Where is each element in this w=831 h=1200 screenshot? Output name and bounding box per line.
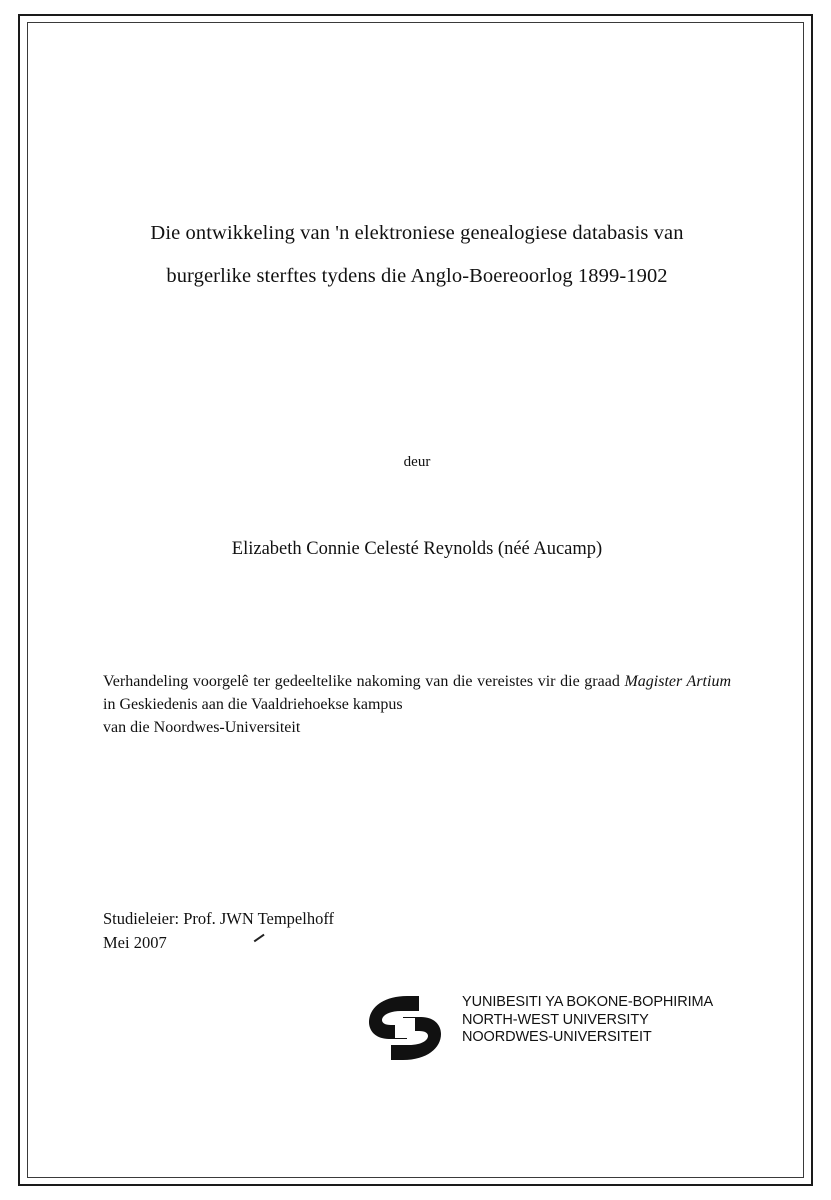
logo-text-line-2: NORTH-WEST UNIVERSITY: [462, 1011, 649, 1028]
university-logo: [250, 987, 714, 1067]
degree-name: Magister Artium: [624, 673, 732, 690]
byline-label: deur: [403, 454, 431, 470]
title-line-1: Die ontwikkeling van 'n elektroniese genealogiese databasis van: [150, 222, 684, 244]
logo-text-block: [462, 994, 713, 1047]
north-west-university-logo-mark: [355, 992, 455, 1064]
title-page-content: [100, 22, 734, 1172]
logo-text-line-3: NOORDWES-UNIVERSITEIT: [462, 1029, 652, 1045]
statement-line-2-pre: graad: [584, 673, 625, 690]
supervisor-and-date: [103, 907, 603, 955]
author-name: Elizabeth Connie Celesté Reynolds (néé Aucamp): [231, 539, 603, 559]
page-title: [100, 212, 734, 298]
degree-statement: [103, 670, 731, 739]
supervisor-line: Studieleier: Prof. JWN Tempelhoff: [103, 909, 335, 928]
statement-line-3: van die Noordwes-Universiteit: [103, 719, 301, 736]
statement-line-2-post: in Geskiedenis aan die Vaaldriehoekse kampus: [103, 696, 403, 713]
statement-line-1: Verhandeling voorgelê ter gedeeltelike nakoming van die vereistes vir die: [103, 673, 580, 690]
date-line: Mei 2007: [103, 933, 167, 952]
logo-text-line-1: YUNIBESITI YA BOKONE-BOPHIRIMA: [462, 994, 714, 1010]
title-line-2: burgerlike sterftes tydens die Anglo-Boereoorlog 1899-1902: [166, 265, 668, 287]
